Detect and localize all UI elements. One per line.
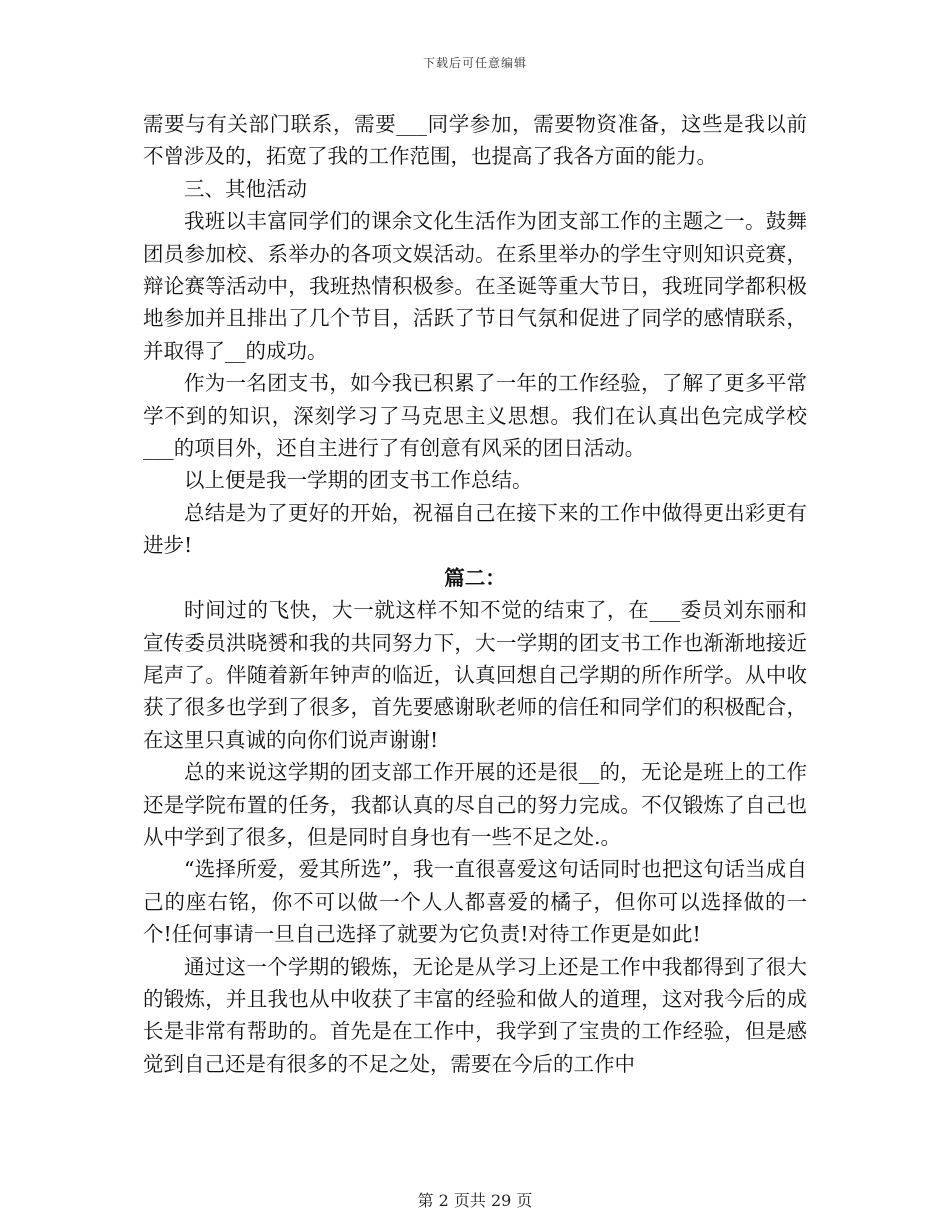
paragraph-continuation: 需要与有关部门联系，需要___同学参加，需要物资准备，这些是我以前不曾涉及的，拓宽了我的工作范围，也提高了我各方面的能力。 [143, 112, 807, 169]
paragraph: 作为一名团支书，如今我已积累了一年的工作经验，了解了更多平常学不到的知识，深刻学习了马克思主义思想。我们在认真出色完成学校___的项目外，还自主进行了有创意有风采的团日活动。 [143, 371, 807, 461]
paragraph: 时间过的飞快，大一就这样不知不觉的结束了，在___委员刘东丽和宣传委员洪晓赟和我的共同努力下，大一学期的团支书工作也渐渐地接近尾声了。伴随着新年钟声的临近，认真回想自己学期的所作所学。从中收获了很多也学到了很多，首先要感谢耿老师的信任和同学们的积极配合，在这里只真诚的向你们说声谢谢! [143, 598, 807, 752]
paragraph: 以上便是我一学期的团支书工作总结。 [184, 468, 533, 493]
paragraph: 总结是为了更好的开始，祝福自己在接下来的工作中做得更出彩更有进步! [143, 500, 807, 558]
paragraph: 总的来说这学期的团支部工作开展的还是很__的，无论是班上的工作还是学院布置的任务，我都认真的尽自己的努力完成。不仅锻炼了自己也从中学到了很多，但是同时自身也有一些不足之处.。 [143, 760, 807, 849]
page-header: 下载后可任意编辑 [422, 56, 527, 70]
paragraph: 通过这一个学期的锻炼，无论是从学习上还是工作中我都得到了很大的锻炼，并且我也从中收获了丰富的经验和做人的道理，这对我今后的成长是非常有帮助的。首先是在工作中，我学到了宝贵的工作经验，但是感觉到自己还是有很多的不足之处，需要在今后的工作中 [143, 954, 807, 1076]
paragraph: 我班以丰富同学们的课余文化生活作为团支部工作的主题之一。鼓舞团员参加校、系举办的各项文娱活动。在系里举办的学生守则知识竞赛，辩论赛等活动中，我班热情积极参。在圣诞等重大节日，我班同学都积极地参加并且排出了几个节目，活跃了节日气氛和促进了同学的感情联系，并取得了__的成功。 [143, 209, 807, 363]
document-body [143, 108, 807, 1080]
page-number-footer: 第 2 页共 29 页 [417, 1191, 533, 1210]
section-title-part-two: 篇二： [444, 565, 506, 590]
paragraph: “选择所爱，爱其所选”，我一直很喜爱这句话同时也把这句话当成自己的座右铭，你不可以做一个人人都喜爱的橘子，但你可以选择做的一个!任何事请一旦自己选择了就要为它负责!对待工作更是如此! [143, 857, 807, 947]
section-heading-other-activities: 三、其他活动 [184, 176, 307, 201]
